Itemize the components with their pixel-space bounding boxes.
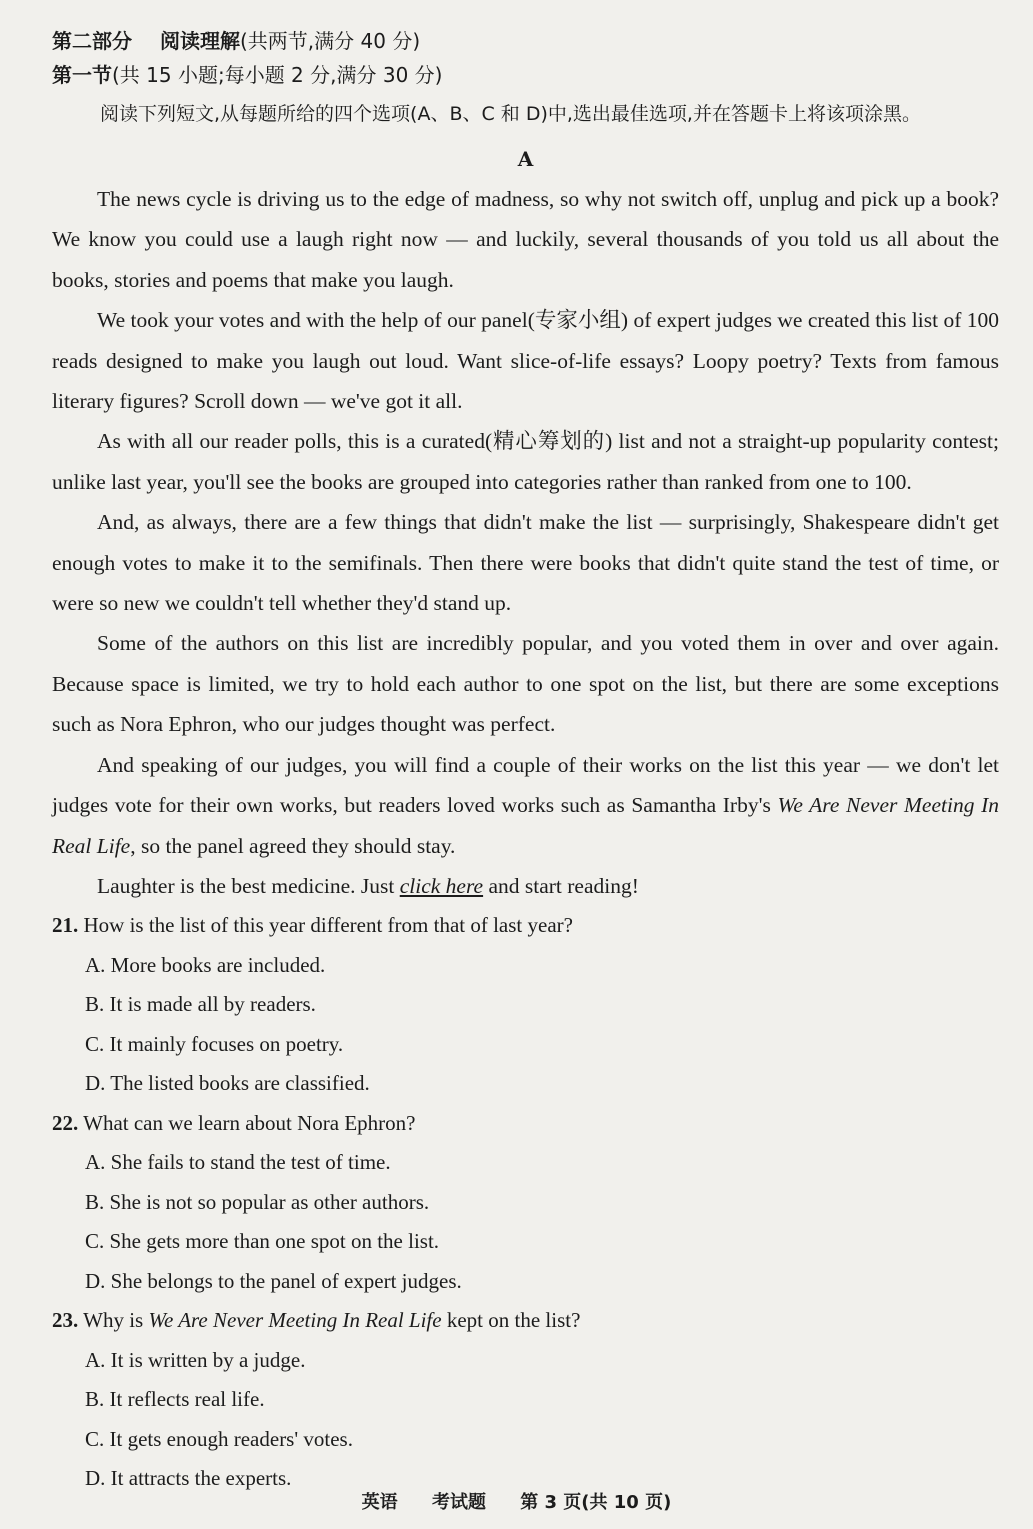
question-23 [52,1301,999,1341]
question-23-options [52,1341,999,1499]
part-note: (共两节,满分 40 分) [240,29,421,53]
question-stem-before: Why is [83,1308,149,1333]
section-heading [52,58,999,92]
question-number: 23. [52,1308,79,1333]
question-stem: How is the list of this year different from that of last year? [83,913,573,938]
question-book-title: We Are Never Meeting In Real Life [148,1308,442,1333]
option-b: B. It reflects real life. [85,1387,265,1412]
part-title: 阅读理解 [160,29,240,53]
option-d: D. The listed books are classified. [85,1071,370,1096]
part-heading [52,24,999,58]
passage-paragraph-4: And, as always, there are a few things that didn't make the list — surprisingly, Shakespeare didn't get enough votes to make it to the semifinals. Then there were books that didn't quite stand the test of time, or were so new we couldn't tell whether they'd stand up. [52,510,999,616]
option-a: A. She fails to stand the test of time. [85,1150,391,1175]
passage-paragraph-2: We took your votes and with the help of our panel(专家小组) of expert judges we created this list of 100 reads designed to make you laugh out loud. Want slice-of-life essays? Loopy poetry? Texts from famous literary figures? Scroll down — we've got it all. [52,308,999,414]
option-b: B. She is not so popular as other authors. [85,1189,430,1214]
instructions: 阅读下列短文,从每题所给的四个选项(A、B、C 和 D)中,选出最佳选项,并在答题卡上将该项涂黑。 [100,103,921,125]
option-a: A. More books are included. [85,952,326,977]
passage-paragraph-7 [52,866,999,906]
footer-paper: 考试题 [431,1492,486,1513]
question-stem-after: kept on the list? [441,1308,581,1333]
footer-page-number: 第 3 页(共 10 页) [520,1492,672,1513]
question-stem: What can we learn about Nora Ephron? [83,1110,416,1135]
p6-text-before: And speaking of our judges, you will find a couple of their works on the list this year — we don't let judges vote for their own works, but readers loved works such as Samantha Irby's [52,752,999,818]
section-label: 第一节 [52,63,112,87]
footer-subject: 英语 [361,1492,398,1513]
passage-paragraph-5: Some of the authors on this list are incredibly popular, and you voted them in over and over again. Because space is limited, we try to hold each author to one spot on the list, but there are some exceptions such as Nora Ephron, who our judges thought was perfect. [52,631,999,737]
click-here-link[interactable]: click here [399,873,484,898]
passage-paragraph-3: As with all our reader polls, this is a curated(精心筹划的) list and not a straight-up popularity contest; unlike last year, you'll see the books are grouped into categories rather than ranked from one to 100. [52,429,999,494]
p7-text-after: and start reading! [483,873,639,898]
question-21-options [52,946,999,1104]
passage-paragraph-6 [52,745,999,866]
option-c: C. It mainly focuses on poetry. [85,1031,344,1056]
passage-letter: A [517,147,534,171]
option-a: A. It is written by a judge. [85,1347,306,1372]
passage-paragraph-1: The news cycle is driving us to the edge of madness, so why not switch off, unplug and pick up a book? We know you could use a laugh right now — and luckily, several thousands of you told us all about the books, stories and poems that make you laugh. [52,187,999,292]
section-note: (共 15 小题;每小题 2 分,满分 30 分) [112,63,443,87]
option-c: C. It gets enough readers' votes. [85,1426,353,1451]
option-b: B. It is made all by readers. [85,992,316,1017]
book-title: We Are Never Meeting In Real Life [52,793,1000,858]
option-d: D. It attracts the experts. [85,1466,292,1491]
question-21 [52,906,999,946]
p6-text-after: , so the panel agreed they should stay. [130,833,456,858]
question-22 [52,1104,999,1144]
p7-text-before: Laughter is the best medicine. Just [97,873,400,898]
question-22-options [52,1143,999,1301]
part-label: 第二部分 [52,29,132,53]
question-number: 22. [52,1110,79,1135]
page-footer [0,1488,1033,1514]
option-c: C. She gets more than one spot on the list. [85,1229,440,1254]
question-number: 21. [52,913,79,938]
option-d: D. She belongs to the panel of expert judges. [85,1268,462,1293]
